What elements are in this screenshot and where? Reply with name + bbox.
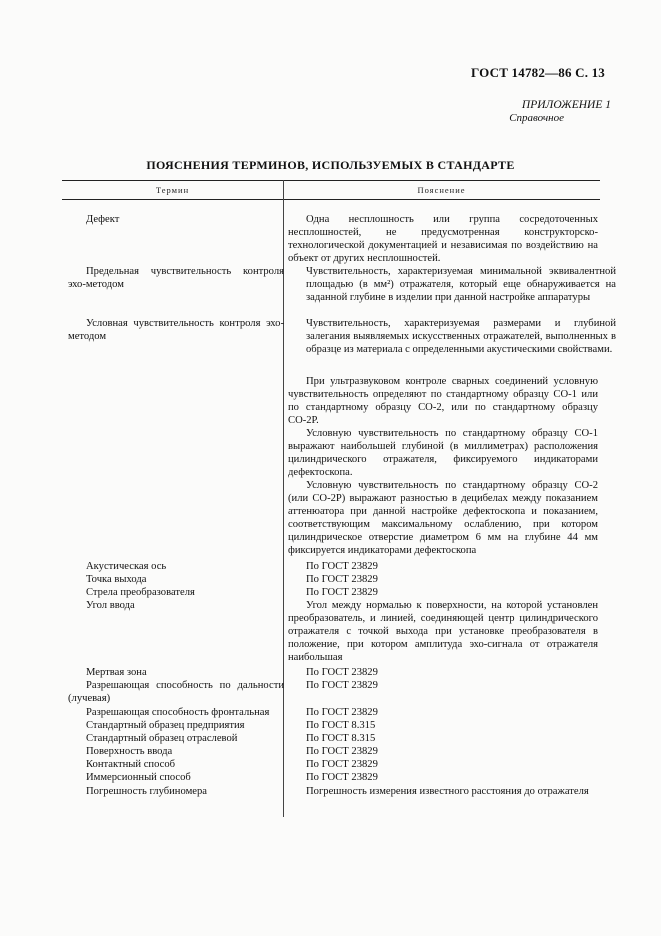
explanation-industry-standard-sample: По ГОСТ 8.315 <box>306 733 376 744</box>
explanation-immersion-method: По ГОСТ 23829 <box>306 772 378 783</box>
column-header-term: Термин <box>155 185 190 195</box>
explanation-exit-point: По ГОСТ 23829 <box>306 574 378 585</box>
term-input-surface: Поверхность ввода <box>86 746 173 757</box>
term-dead-zone: Мертвая зона <box>86 667 147 678</box>
term-transducer-arrow: Стрела преобразователя <box>86 587 195 598</box>
term-exit-point: Точка выхода <box>86 574 147 585</box>
table-header-rule <box>62 199 600 200</box>
explanation-range-resolution: По ГОСТ 23829 <box>306 680 378 691</box>
explanation-limit-sensitivity: Чувствительность, характеризуемая минимальной эквивалентной площадью (в мм²) отражателя, который еще обнаруживается на заданной глубине в изделии при данной настройке аппаратуры <box>306 266 616 303</box>
column-header-explanation: Пояснение <box>417 185 466 195</box>
term-input-angle: Угол ввода <box>86 600 135 611</box>
explanation-defect: Одна несплошность или группа сосредоточенных несплошностей, не предусмотренная конструкторско-технологической документацией и независимая по воздействию на объект от других несплошностей. <box>288 214 598 264</box>
document-title: ПОЯСНЕНИЯ ТЕРМИНОВ, ИСПОЛЬЗУЕМЫХ В СТАНДАРТЕ <box>146 158 515 172</box>
explanation-transducer-arrow: По ГОСТ 23829 <box>306 587 378 598</box>
term-defect: Дефект <box>86 214 120 225</box>
explanation-input-surface: По ГОСТ 23829 <box>306 746 378 757</box>
term-limit-sensitivity: Предельная чувствительность контроля эхо-методом <box>68 266 284 290</box>
explanation-conditional-sensitivity-3: Условную чувствительность по стандартному образцу СО-1 выражают наибольшей глубиной (в миллиметрах) расположения цилиндрического отражателя, фиксируемого индикаторами дефектоскопа. <box>288 428 598 478</box>
term-conditional-sensitivity: Условная чувствительность контроля эхо-методом <box>68 318 284 342</box>
explanation-frontal-resolution: По ГОСТ 23829 <box>306 707 378 718</box>
explanation-conditional-sensitivity-2: При ультразвуковом контроле сварных соединений условную чувствительность определяют по стандартному образцу СО-1 или по стандартному образцу СО-2, или по стандартному образцу СО-2Р. <box>288 376 598 426</box>
explanation-depth-gauge-error: Погрешность измерения известного расстояния до отражателя <box>306 786 589 797</box>
explanation-contact-method: По ГОСТ 23829 <box>306 759 378 770</box>
term-immersion-method: Иммерсионный способ <box>86 772 191 783</box>
term-frontal-resolution: Разрешающая способность фронтальная <box>86 707 270 718</box>
explanation-conditional-sensitivity-1: Чувствительность, характеризуемая размерами и глубиной залегания выявляемых искусственных отражателей, выполненных в образце из материала с определенными акустическими свойствами. <box>306 318 616 355</box>
term-acoustic-axis: Акустическая ось <box>86 561 167 572</box>
appendix-type: Справочное <box>509 112 564 124</box>
explanation-dead-zone: По ГОСТ 23829 <box>306 667 378 678</box>
term-range-resolution: Разрешающая способность по дальности (лучевая) <box>68 680 284 704</box>
table-top-rule <box>62 180 600 181</box>
term-industry-standard-sample: Стандартный образец отраслевой <box>86 733 238 744</box>
term-contact-method: Контактный способ <box>86 759 176 770</box>
term-depth-gauge-error: Погрешность глубиномера <box>86 786 207 797</box>
page-header: ГОСТ 14782—86 С. 13 <box>471 65 605 80</box>
term-enterprise-standard-sample: Стандартный образец предприятия <box>86 720 245 731</box>
explanation-acoustic-axis: По ГОСТ 23829 <box>306 561 378 572</box>
appendix-label: ПРИЛОЖЕНИЕ 1 <box>521 99 611 111</box>
explanation-enterprise-standard-sample: По ГОСТ 8.315 <box>306 720 376 731</box>
explanation-conditional-sensitivity-4: Условную чувствительность по стандартному образцу СО-2 (или СО-2Р) выражают разностью в децибелах между показанием аттенюатора при данной настройке дефектоскопа и показанием, соответствующим максимальному ослаблению, при котором цилиндрическое отверстие диаметром 6 мм на глубине 44 мм фиксируется индикаторами дефектоскопа <box>288 480 598 556</box>
explanation-input-angle: Угол между нормалью к поверхности, на которой установлен преобразователь, и линией, соединяющей центр цилиндрического отражателя с точкой выхода при установке преобразователя в положение, при котором амплитуда эхо-сигнала от отражателя наибольшая <box>288 600 598 663</box>
